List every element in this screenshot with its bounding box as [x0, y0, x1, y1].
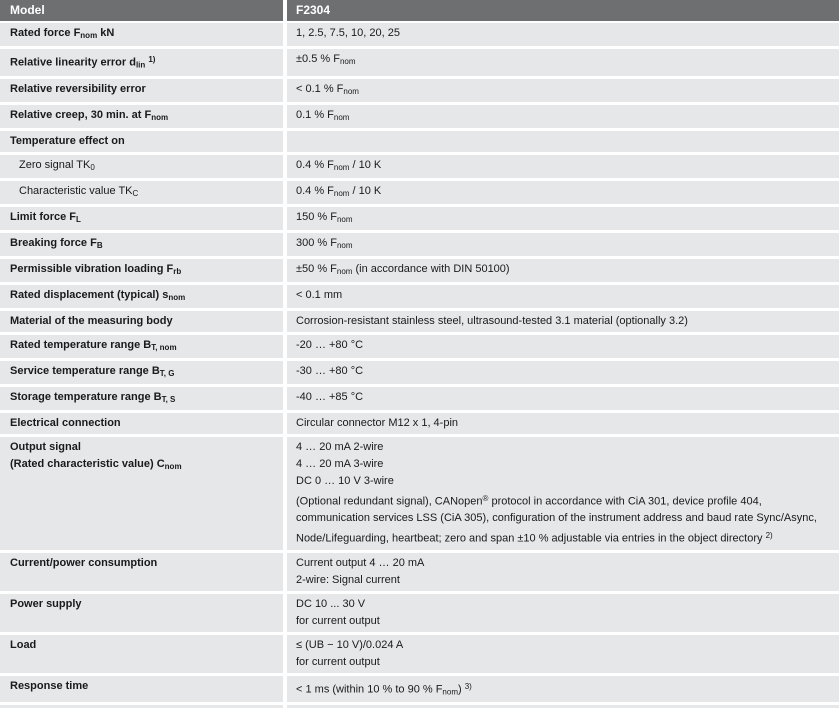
spec-value-line: 300 % Fnom — [296, 236, 353, 250]
spec-value-cell — [287, 23, 839, 46]
spec-value-cell — [287, 361, 839, 384]
spec-row — [0, 387, 839, 410]
spec-value-line: 0.4 % Fnom / 10 K — [296, 184, 382, 198]
spec-value-cell — [287, 387, 839, 410]
spec-label-line: Service temperature range BT, G — [10, 364, 175, 378]
spec-row — [0, 594, 839, 632]
spec-row — [0, 437, 839, 550]
spec-label-cell — [0, 181, 283, 204]
spec-value-line: for current output — [296, 655, 380, 668]
spec-row — [0, 49, 839, 76]
spec-label-cell — [0, 553, 283, 591]
spec-label-cell — [0, 676, 283, 703]
spec-label-line: Rated temperature range BT, nom — [10, 338, 177, 352]
spec-label-line: Current/power consumption — [10, 556, 158, 569]
spec-row — [0, 105, 839, 128]
spec-value-line: -30 … +80 °C — [296, 364, 364, 377]
spec-value-cell — [287, 285, 839, 308]
spec-value-line: ±50 % Fnom (in accordance with DIN 50100) — [296, 262, 510, 276]
spec-value-cell — [287, 49, 839, 76]
spec-value-line: 0.1 % Fnom — [296, 108, 350, 122]
spec-value-line: DC 10 ... 30 V — [296, 597, 366, 610]
spec-label-line: Relative creep, 30 min. at Fnom — [10, 108, 169, 122]
spec-label-line: Relative linearity error dlin $^{1)}$ — [10, 55, 156, 70]
spec-label-cell — [0, 635, 283, 673]
spec-label-line: Zero signal TK0 — [19, 158, 95, 172]
spec-value-line: < 0.1 % Fnom — [296, 82, 359, 96]
spec-value-line: ±0.5 % Fnom — [296, 53, 356, 66]
spec-label-line: Storage temperature range BT, S — [10, 390, 176, 404]
spec-label-cell — [0, 413, 283, 434]
spec-value-line: Circular connector M12 x 1, 4-pin — [296, 416, 459, 429]
spec-value-cell — [287, 437, 839, 550]
spec-row — [0, 285, 839, 308]
spec-label-cell — [0, 233, 283, 256]
spec-label-cell — [0, 335, 283, 358]
spec-row — [0, 361, 839, 384]
spec-value-cell — [287, 635, 839, 673]
spec-value-cell — [287, 311, 839, 332]
spec-value-line: 0.4 % Fnom / 10 K — [296, 158, 382, 172]
spec-label-line: Response time — [10, 679, 89, 692]
spec-row — [0, 335, 839, 358]
spec-label-cell — [0, 131, 283, 152]
spec-label-cell — [0, 594, 283, 632]
spec-row — [0, 233, 839, 256]
spec-row — [0, 207, 839, 230]
spec-row — [0, 676, 839, 703]
spec-row — [0, 155, 839, 178]
spec-label-cell — [0, 361, 283, 384]
spec-label-line: Output signal — [10, 440, 81, 453]
spec-value-line: 1, 2.5, 7.5, 10, 20, 25 — [296, 27, 400, 39]
spec-label-line: Permissible vibration loading Frb — [10, 262, 182, 276]
spec-value-cell — [287, 79, 839, 102]
spec-value-cell — [287, 233, 839, 256]
spec-value-cell — [287, 594, 839, 632]
spec-value-line: for current output — [296, 614, 380, 627]
spec-label-line: Load — [10, 638, 37, 651]
spec-value-line: -40 … +85 °C — [296, 390, 364, 403]
spec-value-cell — [287, 553, 839, 591]
spec-value-line: (Optional redundant signal), CANopen® protocol in accordance with CiA 301, device profile 404, communication services LSS (CiA 305), configuration of the instrument address and baud rate Sync/Async, Node/Lifeguarding, heartbeat; zero and span ±10 % adjustable via entries in the object directory $^{2)}$ — [296, 493, 817, 545]
spec-label-line: Relative reversibility error — [10, 82, 146, 95]
spec-row — [0, 259, 839, 282]
spec-label-cell — [0, 311, 283, 332]
spec-label-cell — [0, 437, 283, 550]
spec-row — [0, 23, 839, 46]
spec-value-cell — [287, 131, 839, 152]
spec-label-line: Breaking force FB — [10, 236, 103, 250]
spec-label-line: Material of the measuring body — [10, 314, 173, 327]
spec-value-line: < 1 ms (within 10 % to 90 % Fnom) $^{3)}$ — [296, 681, 472, 696]
spec-value-cell — [287, 155, 839, 178]
table-header-row — [0, 0, 839, 21]
spec-value-cell — [287, 181, 839, 204]
spec-label-line: Characteristic value TKC — [19, 184, 139, 198]
spec-label-line: Power supply — [10, 597, 82, 610]
spec-label-line: Limit force FL — [10, 210, 81, 224]
spec-label-line: Temperature effect on — [10, 134, 125, 147]
spec-label-cell — [0, 49, 283, 76]
spec-label-cell — [0, 155, 283, 178]
spec-label-cell — [0, 387, 283, 410]
spec-row — [0, 79, 839, 102]
spec-value-cell — [287, 335, 839, 358]
spec-value-cell — [287, 207, 839, 230]
spec-value-line: 2-wire: Signal current — [296, 573, 400, 586]
spec-value-cell — [287, 676, 839, 703]
spec-value-line: DC 0 … 10 V 3-wire — [296, 474, 394, 487]
product-column-header: F2304 — [287, 0, 839, 21]
spec-label-line: Rated displacement (typical) snom — [10, 288, 186, 302]
spec-value-cell — [287, 105, 839, 128]
model-column-header: Model — [0, 0, 283, 21]
spec-label-cell — [0, 105, 283, 128]
spec-row — [0, 131, 839, 152]
spec-value-line: Corrosion-resistant stainless steel, ultrasound-tested 3.1 material (optionally 3.2) — [296, 314, 688, 327]
spec-value-cell — [287, 259, 839, 282]
spec-label-line: Electrical connection — [10, 416, 121, 429]
spec-value-line: -20 … +80 °C — [296, 338, 364, 351]
spec-row — [0, 553, 839, 591]
spec-value-line: 150 % Fnom — [296, 210, 353, 224]
spec-value-line: < 0.1 mm — [296, 288, 343, 301]
spec-value-line: ≤ (UB − 10 V)/0.024 A — [296, 638, 404, 651]
spec-label-line: Rated force Fnom kN — [10, 27, 115, 40]
spec-label-line: (Rated characteristic value) Cnom — [10, 457, 182, 471]
spec-label-cell — [0, 23, 283, 46]
spec-value-line: 4 … 20 mA 2-wire — [296, 440, 384, 453]
spec-row — [0, 181, 839, 204]
spec-row — [0, 311, 839, 332]
spec-row — [0, 635, 839, 673]
spec-label-cell — [0, 79, 283, 102]
spec-label-cell — [0, 259, 283, 282]
spec-label-cell — [0, 207, 283, 230]
spec-value-line: 4 … 20 mA 3-wire — [296, 457, 384, 470]
spec-value-line: Current output 4 … 20 mA — [296, 556, 425, 569]
spec-value-cell — [287, 413, 839, 434]
spec-rows — [0, 23, 839, 702]
spec-label-cell — [0, 285, 283, 308]
spec-row — [0, 413, 839, 434]
